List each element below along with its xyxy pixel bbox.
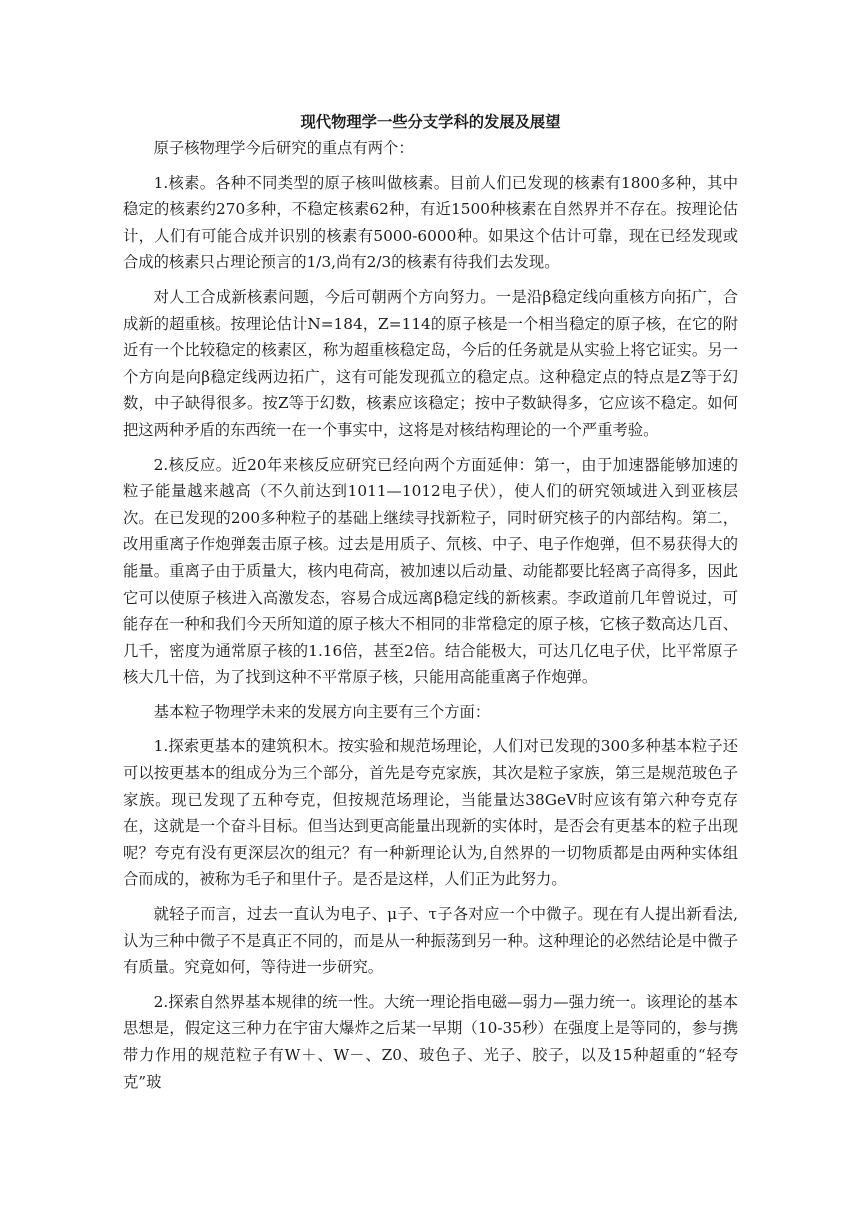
paragraph-nuclides: 1.核素。各种不同类型的原子核叫做核素。目前人们已发现的核素有1800多种，其中稳定的核素约270多种，不稳定核素62种，有近1500种核素在自然界并不存在。按理论估计，人们有可能合成并识别的核素有5000-6000种。如果这个估计可靠，现在已经发现或合成的核素只占理论预言的1/3,尚有2/3的核素有待我们去发现。	[123, 173, 738, 272]
paragraph-unification: 2.探索自然界基本规律的统一性。大统一理论指电磁—弱力—强力统一。该理论的基本思想是，假定这三种力在宇宙大爆炸之后某一早期（10-35秒）在强度上是等同的，参与携带力作用的规范粒子有W＋、W－、Z0、玻色子、光子、胶子，以及15种超重的“轻夸克”玻	[123, 992, 738, 1091]
paragraph-leptons: 就轻子而言，过去一直认为电子、μ子、τ子各对应一个中微子。现在有人提出新看法,认为三种中微子不是真正不同的，而是从一种振荡到另一种。这种理论的必然结论是中微子有质量。究竟如何，等待进一步研究。	[123, 905, 738, 977]
document-title: 现代物理学一些分支学科的发展及展望	[300, 113, 561, 131]
document-page	[123, 108, 738, 1095]
paragraph-nuclear-intro: 原子核物理学今后研究的重点有两个：	[153, 139, 414, 157]
paragraph-building-blocks: 1.探索更基本的建筑积木。按实验和规范场理论，人们对已发现的300多种基本粒子还可以按更基本的组成分为三个部分，首先是夸克家族，其次是粒子家族，第三是规范玻色子家族。现已发现了五种夸克，但按规范场理论，当能量达38GeV时应该有第六种夸克存在，这就是一个奋斗目标。但当达到更高能量出现新的实体时，是否会有更基本的粒子出现呢？夸克有没有更深层次的组元？有一种新理论认为,自然界的一切物质都是由两种实体组合而成的，被称为毛子和里什子。是否是这样，人们正为此努力。	[123, 737, 738, 889]
paragraph-particle-intro: 基本粒子物理学未来的发展方向主要有三个方面：	[153, 702, 491, 721]
paragraph-synthesis: 对人工合成新核素问题，今后可朝两个方向努力。一是沿β稳定线向重核方向拓广，合成新的超重核。按理论估计N=184，Z=114的原子核是一个相当稳定的原子核，在它的附近有一个比较稳定的核素区，称为超重核稳定岛，今后的任务就是从实验上将它证实。另一个方向是向β稳定线两边拓广，这有可能发现孤立的稳定点。这种稳定点的特点是Z等于幻数，中子缺得很多。按Z等于幻数，核素应该稳定；按中子数缺得多，它应该不稳定。如何把这两种矛盾的东西统一在一个事实中，这将是对核结构理论的一个严重考验。	[123, 287, 738, 439]
paragraph-nuclear-reaction: 2.核反应。近20年来核反应研究已经向两个方面延伸：第一，由于加速器能够加速的粒子能量越来越高（不久前达到1011—1012电子伏），使人们的研究领域进入到亚核层次。在已发现的200多种粒子的基础上继续寻找新粒子，同时研究核子的内部结构。第二，改用重离子作炮弹轰击原子核。过去是用质子、氘核、中子、电子作炮弹，但不易获得大的能量。重离子由于质量大，核内电荷高，被加速以后动量、动能都要比轻离子高得多，因此它可以使原子核进入高激发态，容易合成远离β稳定线的新核素。李政道前几年曾说过，可能存在一种和我们今天所知道的原子核大不相同的非常稳定的原子核，它核子数高达几百、几千，密度为通常原子核的1.16倍，甚至2倍。结合能极大，可达几亿电子伏，比平常原子核大几十倍，为了找到这种不平常原子核，只能用高能重离子作炮弹。	[123, 455, 738, 687]
